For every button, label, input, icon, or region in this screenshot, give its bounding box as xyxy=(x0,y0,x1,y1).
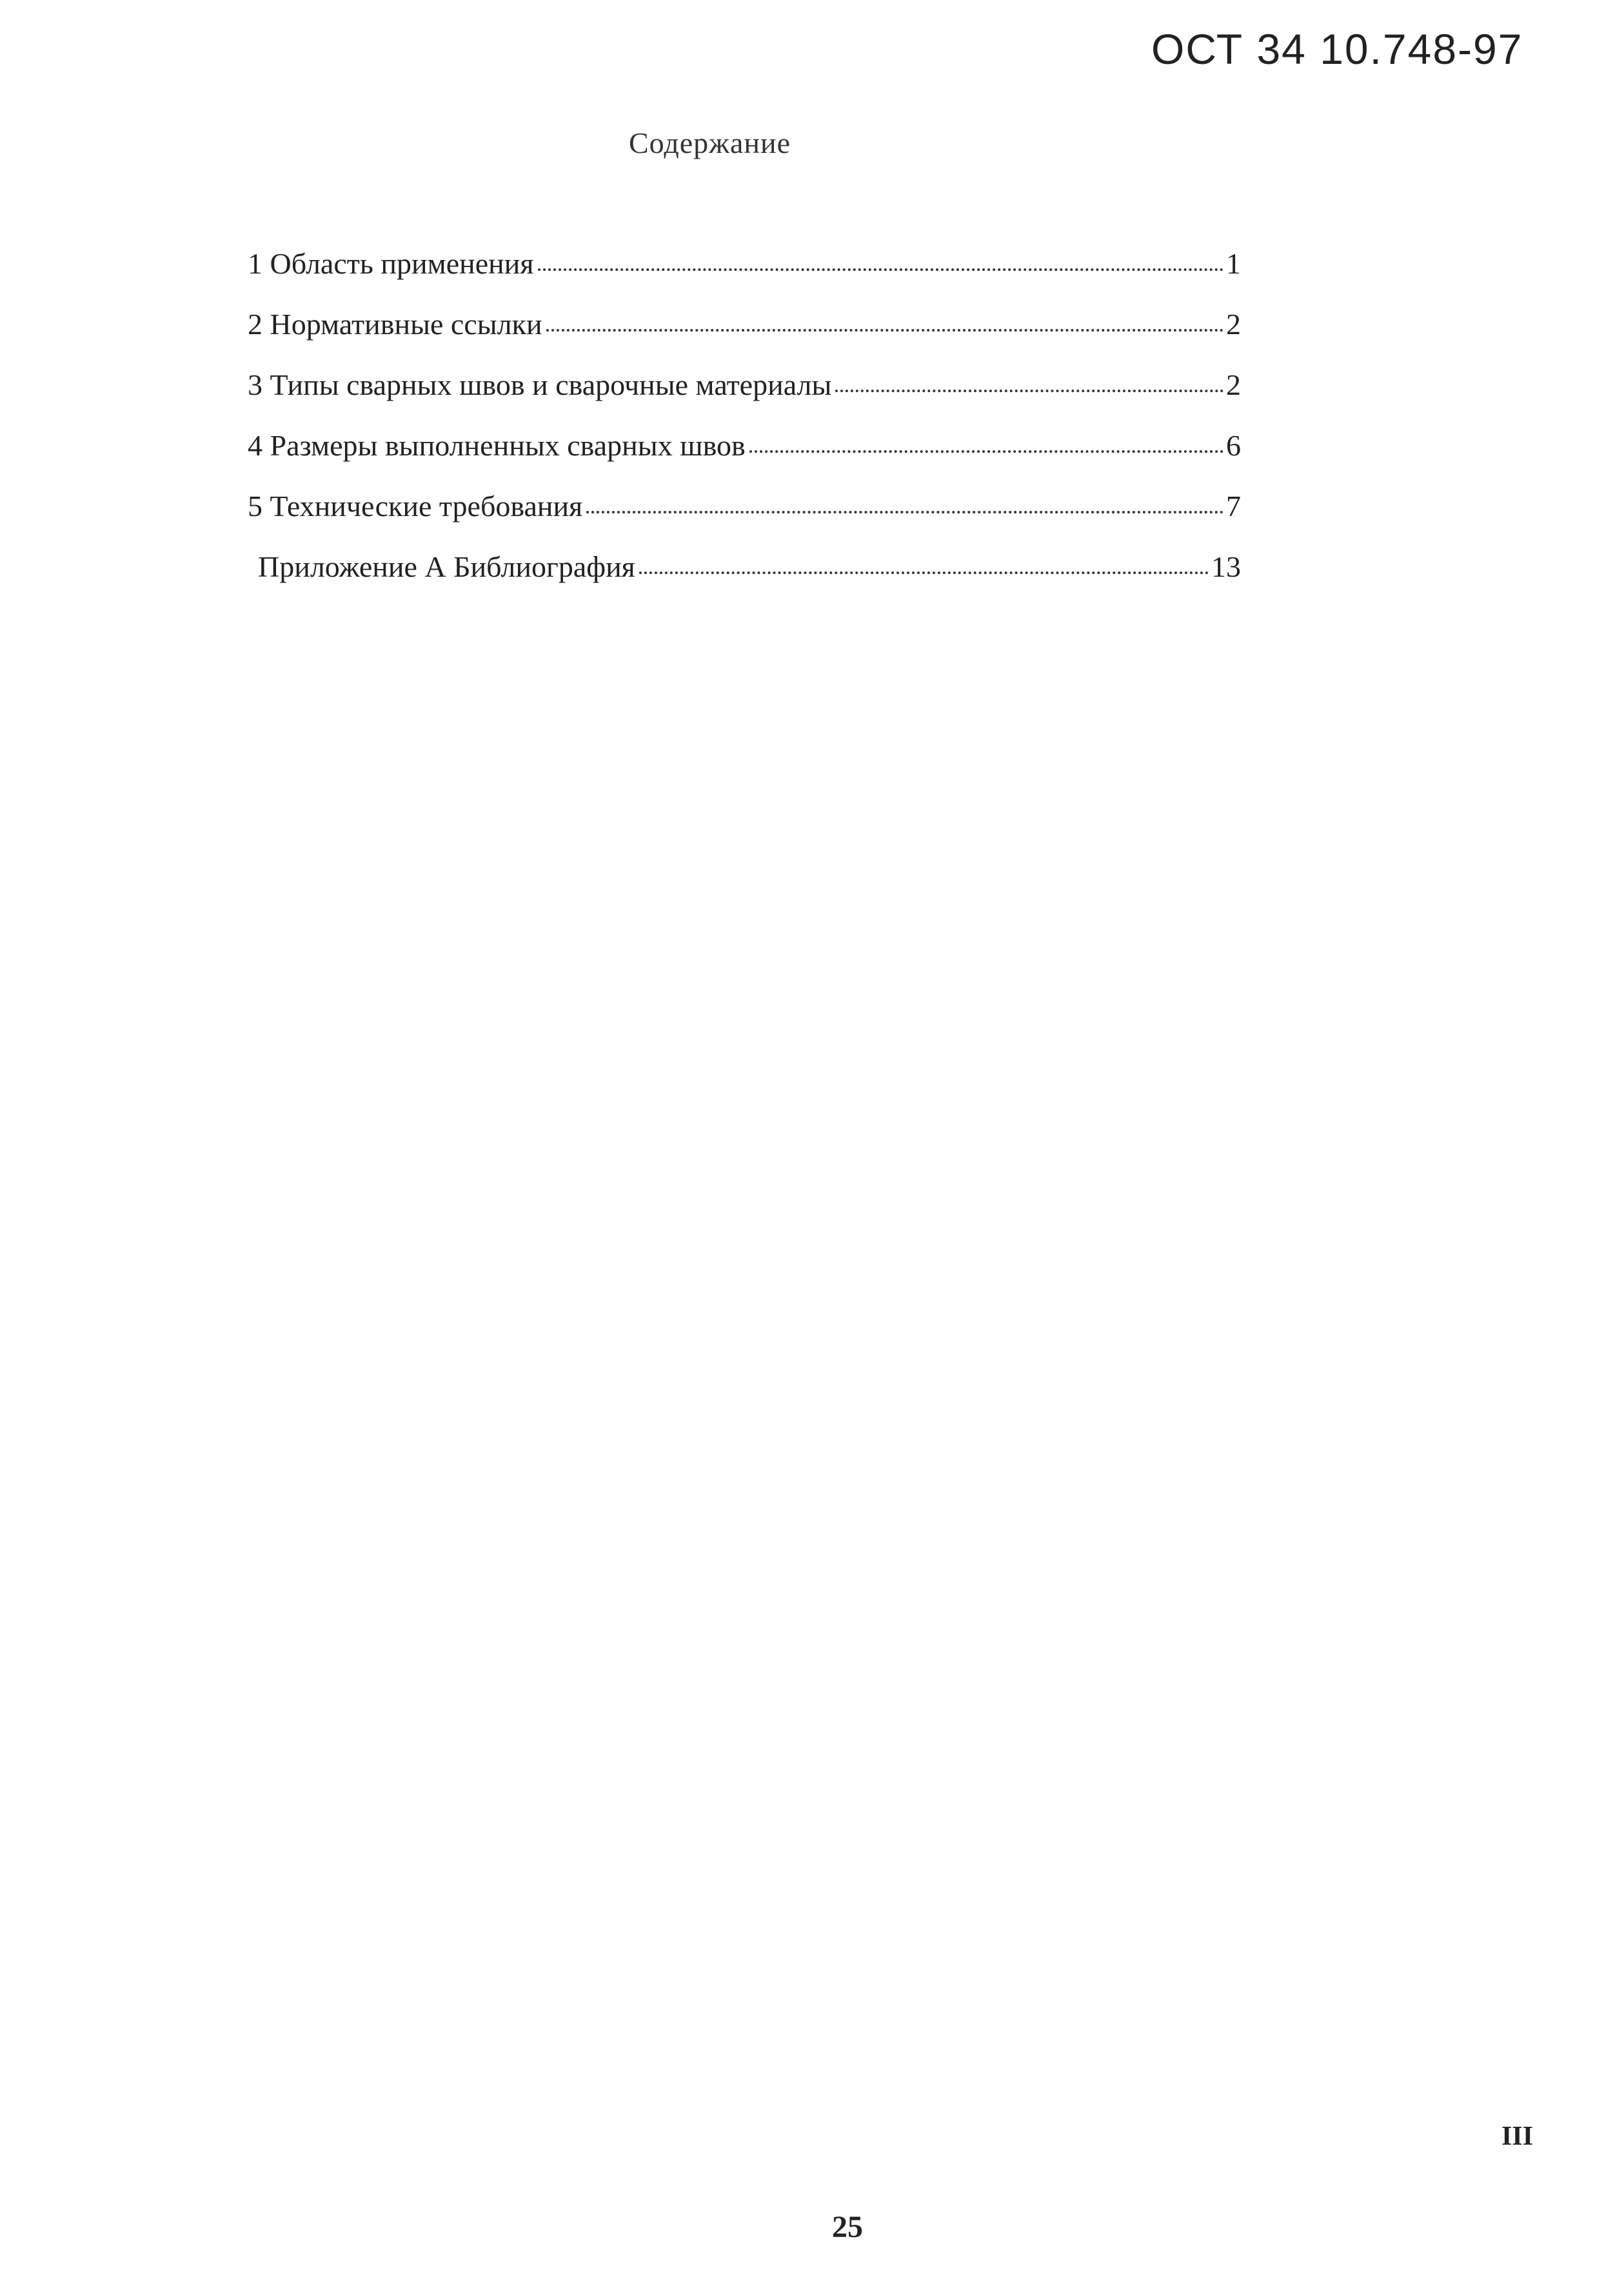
page-number: 25 xyxy=(832,2210,863,2244)
toc-entry-label: 3 Типы сварных швов и сварочные материалы xyxy=(248,368,834,402)
toc-entry[interactable] xyxy=(248,304,1241,365)
toc-dot-leader xyxy=(639,547,1209,577)
toc-dot-leader xyxy=(749,426,1223,455)
toc-dot-leader xyxy=(835,365,1223,395)
toc-entry-label: 1 Область применения xyxy=(248,246,537,281)
toc-entry-label: 4 Размеры выполненных сварных швов xyxy=(248,428,748,463)
toc-dot-leader xyxy=(538,244,1223,274)
toc-title: Содержание xyxy=(629,126,791,159)
table-of-contents xyxy=(248,244,1241,608)
toc-entry[interactable] xyxy=(248,547,1241,608)
document-code: ОСТ 34 10.748-97 xyxy=(1151,25,1523,73)
toc-entry[interactable] xyxy=(248,486,1241,547)
roman-page-number: III xyxy=(1501,2122,1534,2151)
toc-entry-label: 2 Нормативные ссылки xyxy=(248,307,545,341)
toc-entry[interactable] xyxy=(248,426,1241,486)
toc-entry-page: 1 xyxy=(1226,247,1241,280)
toc-entry-page: 2 xyxy=(1226,368,1241,401)
toc-dot-leader xyxy=(586,486,1223,516)
toc-entry[interactable] xyxy=(248,365,1241,426)
toc-entry[interactable] xyxy=(248,244,1241,304)
toc-dot-leader xyxy=(546,304,1223,334)
toc-entry-page: 13 xyxy=(1211,550,1241,583)
toc-entry-page: 7 xyxy=(1226,490,1241,522)
toc-entry-label: Приложение А Библиография xyxy=(258,550,638,584)
toc-entry-page: 6 xyxy=(1226,429,1241,462)
toc-entry-label: 5 Технические требования xyxy=(248,489,585,523)
toc-entry-page: 2 xyxy=(1226,308,1241,341)
